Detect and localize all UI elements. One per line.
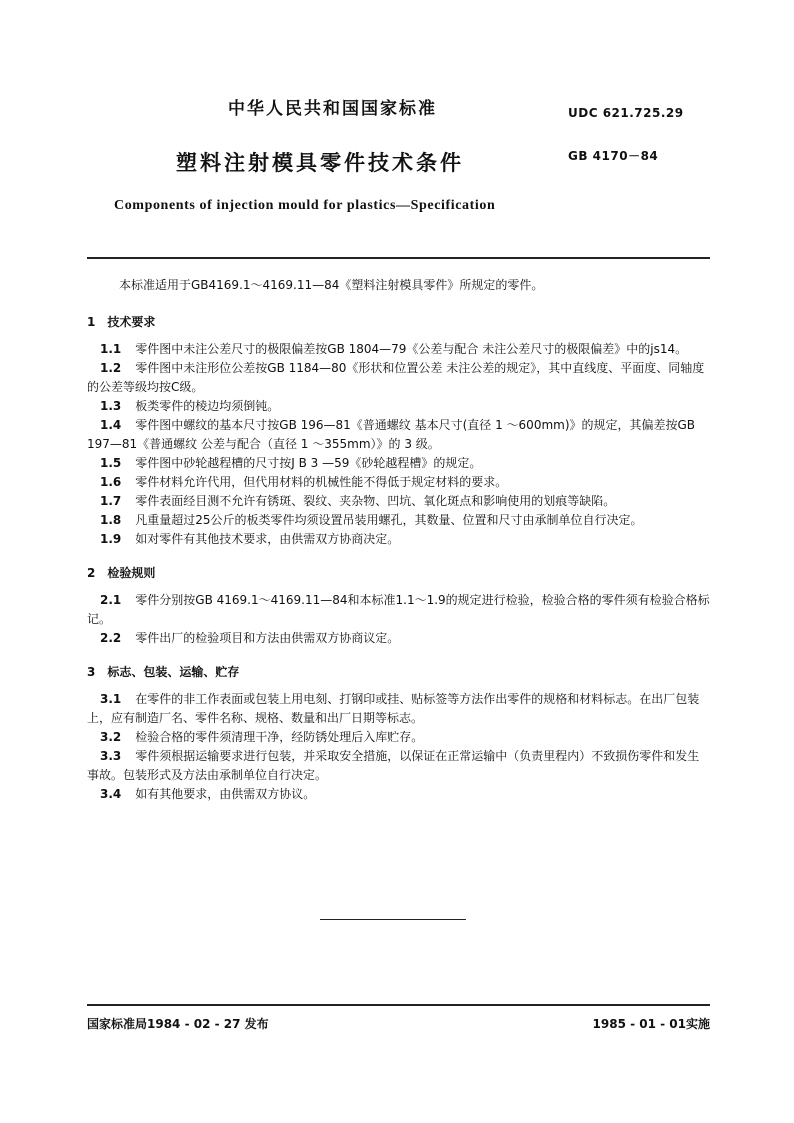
clause-number: 1.5: [100, 456, 122, 470]
clause-number: 2.2: [100, 631, 122, 645]
clause-3-1: [87, 690, 710, 728]
document-title-english: Components of injection mould for plastics—Specification: [114, 198, 496, 213]
clause-2-2: [87, 629, 710, 648]
clause-number: 1.4: [100, 418, 122, 432]
clause-1-9: [87, 530, 710, 549]
gb-standard-number: GB 4170－84: [568, 149, 659, 163]
clause-number: 3.4: [100, 787, 122, 801]
effective-date: 1985 - 01 - 01实施: [592, 1017, 710, 1031]
clause-text: 零件表面经目测不允许有锈斑、裂纹、夹杂物、凹坑、氧化斑点和影响使用的划痕等缺陷。: [135, 494, 616, 508]
end-rule: [320, 919, 466, 920]
clause-text: 凡重量超过25公斤的板类零件均须设置吊装用螺孔，其数量、位置和尺寸由承制单位自行决定。: [135, 513, 643, 527]
clause-3-4: [87, 785, 710, 804]
intro-paragraph: 本标准适用于GB4169.1～4169.11—84《塑料注射模具零件》所规定的零件。: [119, 278, 544, 292]
clause-text: 零件图中砂轮越程槽的尺寸按J B 3 —59《砂轮越程槽》的规定。: [135, 456, 482, 470]
clause-number: 1.2: [100, 361, 122, 375]
section-heading: 2 检验规则: [87, 566, 156, 580]
document-body: [87, 276, 710, 804]
clause-2-1: [87, 591, 710, 629]
clause-text: 零件图中螺纹的基本尺寸按GB 196—81《普通螺纹 基本尺寸(直径 1 ～600mm)》的规定，其偏差按GB 197—81《普通螺纹 公差与配合（直径 1 ～355mm）》的 3 级。: [87, 418, 696, 451]
clause-1-1: [87, 340, 710, 359]
section-heading: 1 技术要求: [87, 315, 156, 329]
clause-3-2: [87, 728, 710, 747]
clause-1-3: [87, 397, 710, 416]
clause-3-3: [87, 747, 710, 785]
clause-text: 零件出厂的检验项目和方法由供需双方协商议定。: [135, 631, 400, 645]
standard-org-heading: 中华人民共和国国家标准: [228, 99, 437, 119]
udc-code: UDC 621.725.29: [568, 106, 684, 120]
clause-number: 1.3: [100, 399, 122, 413]
clause-number: 1.6: [100, 475, 122, 489]
clause-1-8: [87, 511, 710, 530]
clause-number: 3.2: [100, 730, 122, 744]
clause-text: 零件材料允许代用，但代用材料的机械性能不得低于规定材料的要求。: [135, 475, 508, 489]
top-rule: [87, 257, 710, 259]
clause-text: 零件图中未注公差尺寸的极限偏差按GB 1804—79《公差与配合 未注公差尺寸的极限偏差》中的js14。: [135, 342, 688, 356]
document-title-chinese: 塑料注射模具零件技术条件: [176, 151, 464, 175]
clause-number: 3.1: [100, 692, 122, 706]
clause-1-6: [87, 473, 710, 492]
clause-text: 如有其他要求，由供需双方协议。: [135, 787, 316, 801]
clause-text: 板类零件的棱边均须倒钝。: [135, 399, 280, 413]
clause-text: 如对零件有其他技术要求，由供需双方协商决定。: [135, 532, 400, 546]
clause-text: 零件须根据运输要求进行包装，并采取安全措施，以保证在正常运输中（负责里程内）不致损伤零件和发生事故。包装形式及方法由承制单位自行决定。: [87, 749, 700, 782]
clause-number: 1.1: [100, 342, 122, 356]
bottom-rule: [87, 1004, 710, 1006]
clause-number: 1.8: [100, 513, 122, 527]
section-heading: 3 标志、包装、运输、贮存: [87, 665, 240, 679]
clause-1-2: [87, 359, 710, 397]
clause-text: 零件图中未注形位公差按GB 1184—80《形状和位置公差 未注公差的规定》，其中直线度、平面度、同轴度的公差等级均按C级。: [87, 361, 705, 394]
clause-number: 1.9: [100, 532, 122, 546]
clause-text: 检验合格的零件须清理干净，经防锈处理后入库贮存。: [135, 730, 424, 744]
issue-date: 国家标准局1984 - 02 - 27 发布: [87, 1017, 269, 1031]
clause-number: 1.7: [100, 494, 122, 508]
clause-1-7: [87, 492, 710, 511]
clause-number: 3.3: [100, 749, 122, 763]
clause-1-5: [87, 454, 710, 473]
clause-number: 2.1: [100, 593, 122, 607]
clause-text: 零件分别按GB 4169.1～4169.11—84和本标准1.1～1.9的规定进行检验，检验合格的零件须有检验合格标记。: [87, 593, 710, 626]
clause-text: 在零件的非工作表面或包装上用电刻、打钢印或挂、贴标签等方法作出零件的规格和材料标志。在出厂包装上，应有制造厂名、零件名称、规格、数量和出厂日期等标志。: [87, 692, 700, 725]
clause-1-4: [87, 416, 710, 454]
